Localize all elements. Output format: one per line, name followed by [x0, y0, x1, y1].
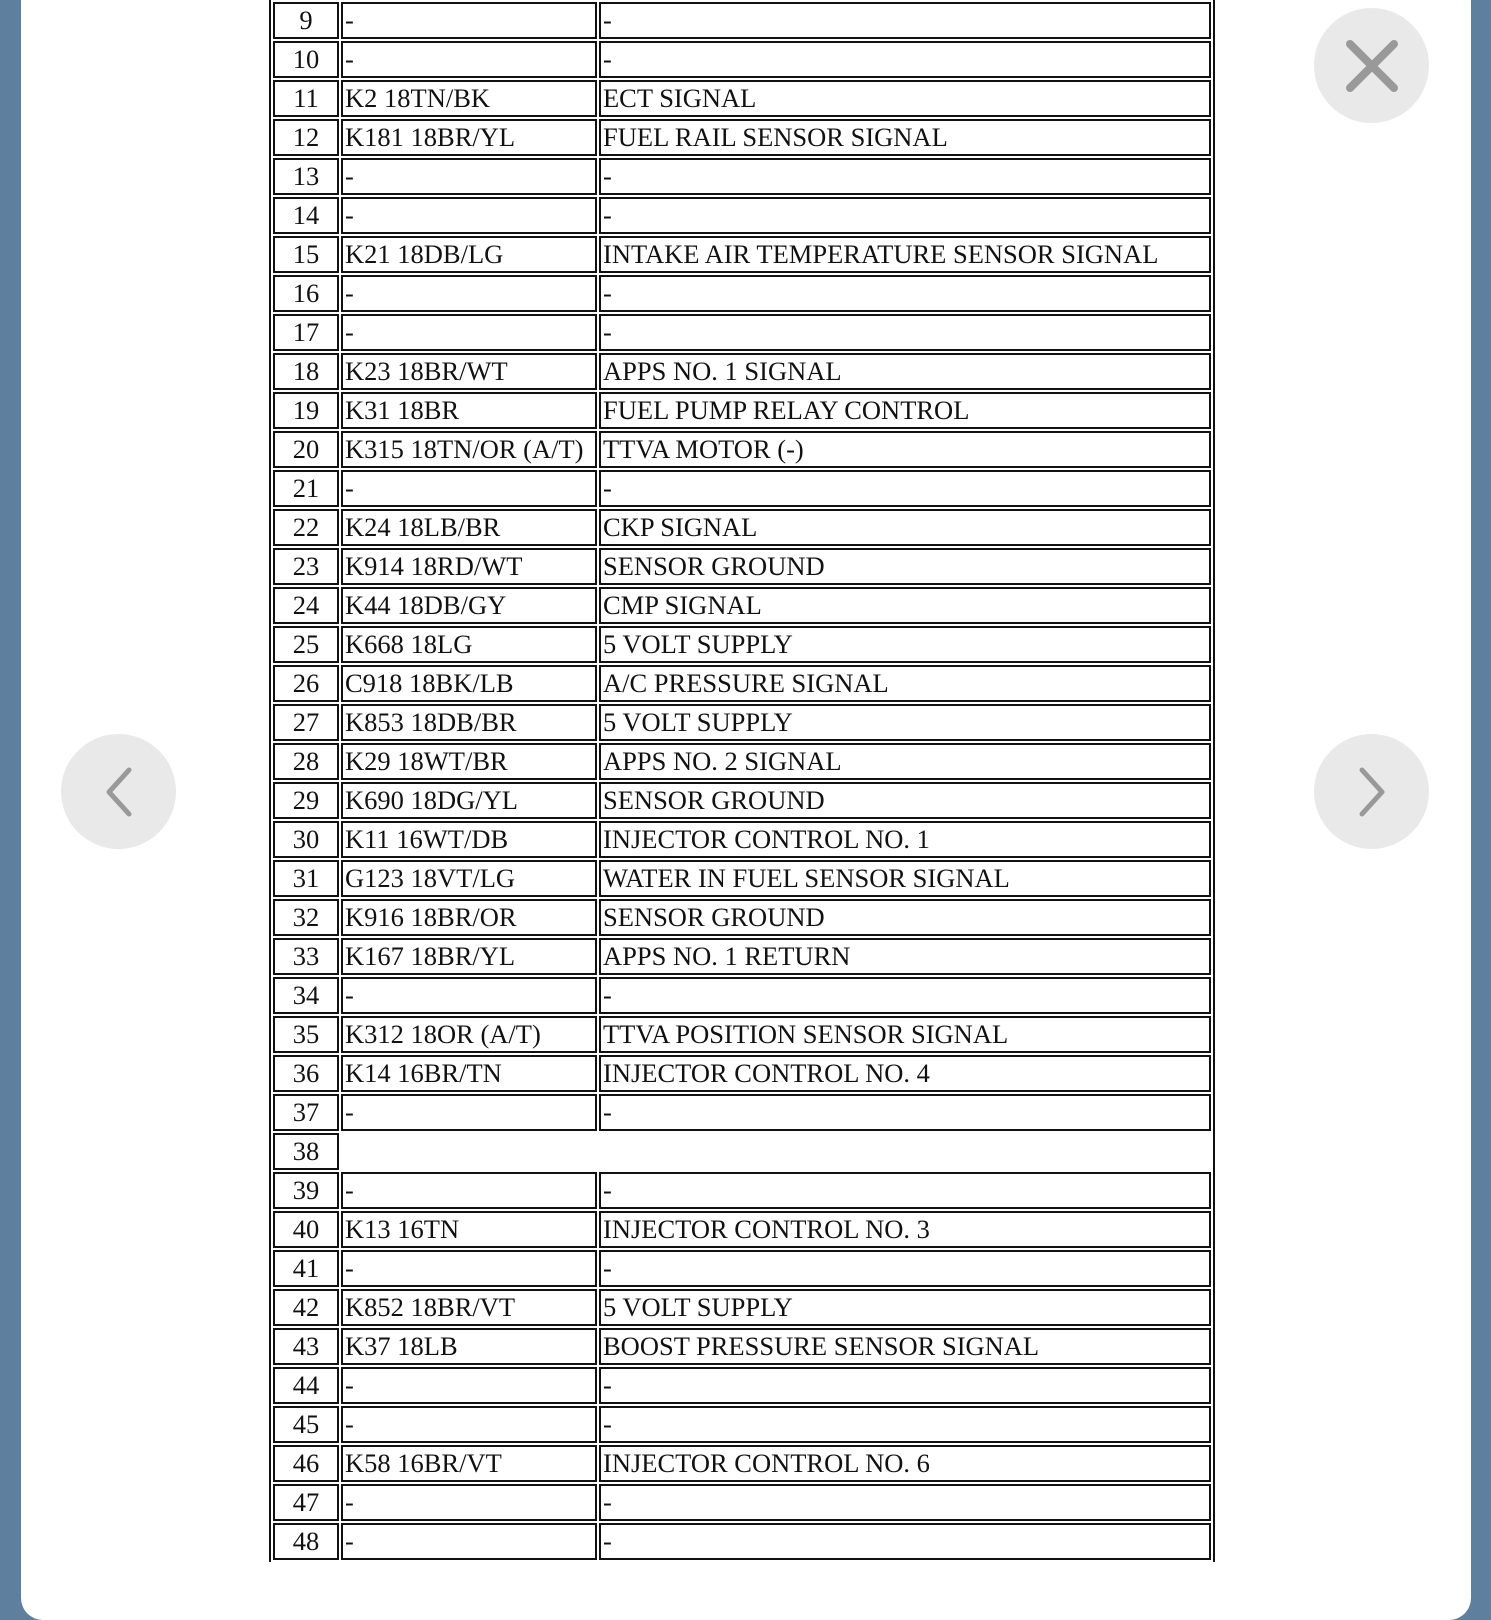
pin-number-cell: 48	[273, 1523, 339, 1560]
wire-code-cell: -	[341, 1367, 597, 1404]
pin-number-cell: 40	[273, 1211, 339, 1248]
wire-code-cell: -	[341, 1250, 597, 1287]
function-cell: APPS NO. 1 SIGNAL	[599, 353, 1211, 390]
function-cell: SENSOR GROUND	[599, 548, 1211, 585]
table-row	[273, 2, 1211, 39]
table-row	[273, 353, 1211, 390]
close-icon	[1344, 38, 1400, 94]
function-cell: INTAKE AIR TEMPERATURE SENSOR SIGNAL	[599, 236, 1211, 273]
pin-number-cell: 20	[273, 431, 339, 468]
function-cell: -	[599, 41, 1211, 78]
close-button[interactable]	[1314, 8, 1429, 123]
wire-code-cell: -	[341, 158, 597, 195]
function-cell: APPS NO. 1 RETURN	[599, 938, 1211, 975]
pin-number-cell: 27	[273, 704, 339, 741]
wire-code-cell: K315 18TN/OR (A/T)	[341, 431, 597, 468]
wire-code-cell: K181 18BR/YL	[341, 119, 597, 156]
table-row	[273, 899, 1211, 936]
pin-number-cell: 10	[273, 41, 339, 78]
pin-number-cell: 42	[273, 1289, 339, 1326]
function-cell: SENSOR GROUND	[599, 899, 1211, 936]
function-cell: SENSOR GROUND	[599, 782, 1211, 819]
table-row	[273, 1133, 1211, 1170]
table-row	[273, 392, 1211, 429]
wire-code-cell: -	[341, 1406, 597, 1443]
pin-number-cell: 11	[273, 80, 339, 117]
pin-number-cell: 24	[273, 587, 339, 624]
table-row	[273, 197, 1211, 234]
function-cell: FUEL RAIL SENSOR SIGNAL	[599, 119, 1211, 156]
table-row	[273, 80, 1211, 117]
function-cell: CKP SIGNAL	[599, 509, 1211, 546]
table-row	[273, 41, 1211, 78]
pin-number-cell: 21	[273, 470, 339, 507]
wire-code-cell: C918 18BK/LB	[341, 665, 597, 702]
wire-code-cell: K2 18TN/BK	[341, 80, 597, 117]
pin-number-cell: 35	[273, 1016, 339, 1053]
pin-number-cell: 31	[273, 860, 339, 897]
pin-number-cell: 44	[273, 1367, 339, 1404]
wire-code-cell: -	[341, 1523, 597, 1560]
table-row	[273, 1328, 1211, 1365]
function-cell: -	[599, 1172, 1211, 1209]
table-row	[273, 587, 1211, 624]
wire-code-cell: K690 18DG/YL	[341, 782, 597, 819]
pin-number-cell: 33	[273, 938, 339, 975]
table-row	[273, 158, 1211, 195]
wire-code-cell: K312 18OR (A/T)	[341, 1016, 597, 1053]
wire-code-cell: K916 18BR/OR	[341, 899, 597, 936]
pin-number-cell: 41	[273, 1250, 339, 1287]
function-cell: -	[599, 1406, 1211, 1443]
wire-code-cell: K668 18LG	[341, 626, 597, 663]
wire-code-cell: -	[341, 2, 597, 39]
pin-number-cell: 39	[273, 1172, 339, 1209]
function-cell: BOOST PRESSURE SENSOR SIGNAL	[599, 1328, 1211, 1365]
table-row	[273, 314, 1211, 351]
function-cell: 5 VOLT SUPPLY	[599, 1289, 1211, 1326]
table-row	[273, 1094, 1211, 1131]
wire-code-cell: -	[341, 1484, 597, 1521]
function-cell: A/C PRESSURE SIGNAL	[599, 665, 1211, 702]
table-row	[273, 1523, 1211, 1560]
table-row	[273, 431, 1211, 468]
table-row	[273, 821, 1211, 858]
function-cell: WATER IN FUEL SENSOR SIGNAL	[599, 860, 1211, 897]
function-cell: -	[599, 1250, 1211, 1287]
table-row	[273, 1055, 1211, 1092]
wire-code-cell: -	[341, 1094, 597, 1131]
pin-number-cell: 26	[273, 665, 339, 702]
function-cell: INJECTOR CONTROL NO. 6	[599, 1445, 1211, 1482]
wire-code-cell: -	[341, 41, 597, 78]
table-row	[273, 509, 1211, 546]
function-cell: TTVA POSITION SENSOR SIGNAL	[599, 1016, 1211, 1053]
wire-code-cell: K29 18WT/BR	[341, 743, 597, 780]
pin-number-cell: 23	[273, 548, 339, 585]
function-cell: APPS NO. 2 SIGNAL	[599, 743, 1211, 780]
pin-number-cell: 13	[273, 158, 339, 195]
wire-code-cell: K13 16TN	[341, 1211, 597, 1248]
wire-code-cell: K44 18DB/GY	[341, 587, 597, 624]
wire-code-cell: K37 18LB	[341, 1328, 597, 1365]
pin-number-cell: 22	[273, 509, 339, 546]
wire-code-cell: K24 18LB/BR	[341, 509, 597, 546]
table-row	[273, 275, 1211, 312]
function-cell: TTVA MOTOR (-)	[599, 431, 1211, 468]
function-cell: FUEL PUMP RELAY CONTROL	[599, 392, 1211, 429]
wire-code-cell: -	[341, 275, 597, 312]
table-row	[273, 626, 1211, 663]
pin-number-cell: 43	[273, 1328, 339, 1365]
pin-number-cell: 9	[273, 2, 339, 39]
function-cell: 5 VOLT SUPPLY	[599, 626, 1211, 663]
pin-number-cell: 45	[273, 1406, 339, 1443]
pin-number-cell: 15	[273, 236, 339, 273]
wire-code-cell: K31 18BR	[341, 392, 597, 429]
wire-code-cell: K58 16BR/VT	[341, 1445, 597, 1482]
pin-number-cell: 16	[273, 275, 339, 312]
function-cell: -	[599, 197, 1211, 234]
table-row	[273, 704, 1211, 741]
chevron-left-icon	[99, 764, 139, 820]
pin-number-cell: 30	[273, 821, 339, 858]
pin-number-cell: 34	[273, 977, 339, 1014]
pin-number-cell: 36	[273, 1055, 339, 1092]
function-cell: INJECTOR CONTROL NO. 1	[599, 821, 1211, 858]
wire-code-cell: K23 18BR/WT	[341, 353, 597, 390]
wire-code-cell: K167 18BR/YL	[341, 938, 597, 975]
function-cell: INJECTOR CONTROL NO. 4	[599, 1055, 1211, 1092]
table-row	[273, 1445, 1211, 1482]
table-row	[273, 236, 1211, 273]
pin-number-cell: 37	[273, 1094, 339, 1131]
function-cell: -	[599, 1094, 1211, 1131]
function-cell: -	[599, 314, 1211, 351]
chevron-right-icon	[1352, 764, 1392, 820]
pin-number-cell: 28	[273, 743, 339, 780]
table-row	[273, 782, 1211, 819]
pinout-table	[271, 0, 1213, 1562]
wire-code-cell: K852 18BR/VT	[341, 1289, 597, 1326]
table-row	[273, 119, 1211, 156]
pin-number-cell: 14	[273, 197, 339, 234]
wire-code-cell: -	[341, 977, 597, 1014]
function-cell: -	[599, 470, 1211, 507]
wire-code-cell: -	[341, 314, 597, 351]
table-row	[273, 743, 1211, 780]
wire-code-cell: -	[341, 1172, 597, 1209]
function-cell: -	[599, 1367, 1211, 1404]
wire-code-cell: -	[341, 197, 597, 234]
previous-image-button[interactable]	[61, 734, 176, 849]
pin-number-cell: 47	[273, 1484, 339, 1521]
pin-number-cell: 29	[273, 782, 339, 819]
wire-code-cell: -	[341, 470, 597, 507]
table-row	[273, 1211, 1211, 1248]
pin-number-cell: 32	[273, 899, 339, 936]
wire-code-cell: K853 18DB/BR	[341, 704, 597, 741]
table-row	[273, 938, 1211, 975]
function-cell: -	[599, 1523, 1211, 1560]
wire-code-cell: K914 18RD/WT	[341, 548, 597, 585]
function-cell: INJECTOR CONTROL NO. 3	[599, 1211, 1211, 1248]
function-cell: -	[599, 977, 1211, 1014]
pinout-table-frame	[269, 0, 1215, 1562]
pin-number-cell: 17	[273, 314, 339, 351]
pin-number-cell: 12	[273, 119, 339, 156]
empty-cell	[341, 1133, 1211, 1170]
pin-number-cell: 46	[273, 1445, 339, 1482]
function-cell: CMP SIGNAL	[599, 587, 1211, 624]
image-viewer-panel	[21, 0, 1471, 1620]
table-row	[273, 665, 1211, 702]
function-cell: -	[599, 158, 1211, 195]
table-row	[273, 1484, 1211, 1521]
table-row	[273, 1250, 1211, 1287]
function-cell: -	[599, 2, 1211, 39]
table-row	[273, 860, 1211, 897]
table-row	[273, 470, 1211, 507]
table-row	[273, 1406, 1211, 1443]
pinout-table-body	[273, 2, 1211, 1560]
table-row	[273, 1172, 1211, 1209]
function-cell: -	[599, 275, 1211, 312]
table-row	[273, 1289, 1211, 1326]
function-cell: 5 VOLT SUPPLY	[599, 704, 1211, 741]
next-image-button[interactable]	[1314, 734, 1429, 849]
pin-number-cell: 19	[273, 392, 339, 429]
table-row	[273, 1016, 1211, 1053]
table-row	[273, 1367, 1211, 1404]
table-row	[273, 977, 1211, 1014]
pin-number-cell: 25	[273, 626, 339, 663]
wire-code-cell: K21 18DB/LG	[341, 236, 597, 273]
wire-code-cell: G123 18VT/LG	[341, 860, 597, 897]
function-cell: ECT SIGNAL	[599, 80, 1211, 117]
wire-code-cell: K11 16WT/DB	[341, 821, 597, 858]
table-row	[273, 548, 1211, 585]
pin-number-cell: 18	[273, 353, 339, 390]
wire-code-cell: K14 16BR/TN	[341, 1055, 597, 1092]
pin-number-cell: 38	[273, 1133, 339, 1170]
function-cell: -	[599, 1484, 1211, 1521]
